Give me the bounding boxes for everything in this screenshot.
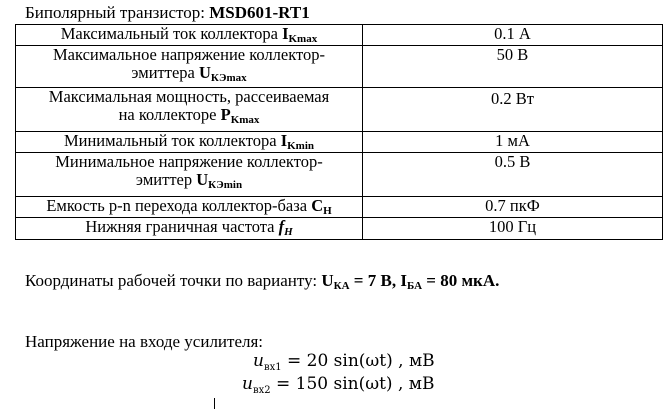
input-voltage-title: Напряжение на входе усилителя: (25, 332, 264, 351)
param-subscript: Kmin (287, 140, 315, 152)
param-symbol: U (199, 63, 211, 82)
transistor-title (25, 2, 310, 24)
formula-expression: = 150 sin(ωt) , мВ (270, 374, 435, 394)
table-row (16, 218, 663, 240)
i-subscript: БА (406, 280, 423, 292)
param-value: 0.2 Вт (363, 88, 663, 132)
param-text: Максимальная мощность, рассеиваемая (48, 87, 330, 106)
param-value: 0.7 пкФ (363, 197, 663, 218)
param-subscript: H (323, 205, 332, 217)
param-text-line2: эмиттер (135, 170, 197, 189)
table-row (16, 88, 663, 132)
i-value: = 80 мкА. (422, 271, 500, 290)
transistor-model: MSD601-RT1 (209, 3, 310, 22)
param-text-line2: эмиттера (131, 63, 199, 82)
param-text: Емкость p-n перехода коллектор-база (46, 196, 312, 215)
param-symbol: C (311, 196, 324, 215)
param-symbol: I (280, 131, 288, 150)
param-text: Минимальное напряжение коллектор- (55, 152, 323, 171)
param-value: 0.1 А (363, 25, 663, 46)
formula-input-2 (242, 374, 435, 397)
param-text: Нижняя граничная частота (85, 217, 279, 236)
param-label (16, 25, 363, 46)
param-text: Максимальное напряжение коллектор- (52, 45, 326, 64)
text-cursor (214, 398, 215, 409)
table-row (16, 25, 663, 46)
u-subscript: КА (333, 280, 350, 292)
table-row (16, 132, 663, 153)
param-text-line2: на коллекторе (118, 105, 221, 124)
param-symbol: U (196, 170, 209, 189)
param-symbol: P (220, 105, 231, 124)
table-row (16, 46, 663, 88)
formula-expression: = 20 sin(ωt) , мВ (281, 351, 435, 371)
formula-symbol: u (242, 374, 253, 394)
param-label (16, 88, 363, 132)
param-value: 100 Гц (363, 218, 663, 240)
param-subscript: КЭmin (208, 179, 243, 191)
u-value: = 7 В, (349, 271, 401, 290)
param-subscript: КЭmax (210, 72, 247, 84)
param-value: 0.5 В (363, 153, 663, 197)
param-symbol: I (282, 24, 289, 43)
param-label (16, 132, 363, 153)
formula-subscript: вх2 (252, 385, 271, 396)
param-value: 1 мА (363, 132, 663, 153)
table-row (16, 197, 663, 218)
operating-point (25, 270, 499, 294)
formula-symbol: u (253, 351, 264, 371)
table-row (16, 153, 663, 197)
param-subscript: Kmax (288, 33, 318, 45)
formula-subscript: вх1 (263, 362, 282, 373)
param-label (16, 153, 363, 197)
parameters-table (15, 24, 663, 240)
param-text: Минимальный ток коллектора (63, 131, 281, 150)
param-text: Максимальный ток коллектора (60, 24, 283, 43)
param-symbol: f (278, 217, 285, 236)
param-label (16, 46, 363, 88)
operating-point-text: Координаты рабочей точки по варианту: (25, 271, 322, 290)
u-symbol: U (321, 271, 334, 290)
title-prefix: Биполярный транзистор: (25, 3, 210, 22)
param-label (16, 197, 363, 218)
formula-input-1 (253, 351, 435, 374)
param-value: 50 В (363, 46, 663, 88)
param-label (16, 218, 363, 240)
i-symbol: I (400, 271, 407, 290)
param-subscript: Kmax (230, 114, 260, 126)
param-subscript: H (284, 226, 293, 238)
